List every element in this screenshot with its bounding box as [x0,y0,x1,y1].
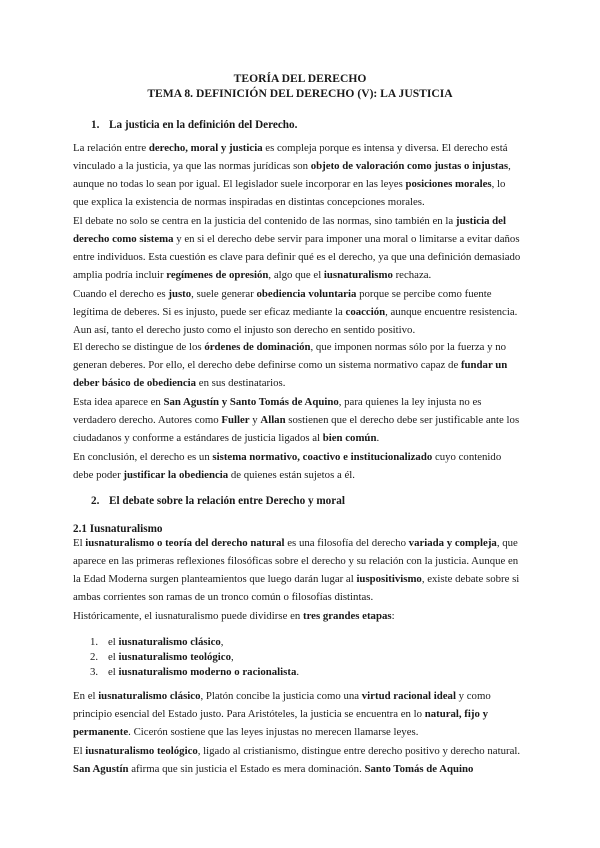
paragraph-4 [73,338,523,392]
paragraph-7 [73,534,523,606]
text-run: rechaza. [392,269,432,281]
bold-term: San Agustín y Santo Tomás de Aquino [163,396,339,408]
text-run: y en si el derecho debe servir para imponer una moral o limitarse a evitar daños entre individuos. Esta cuestión es clave para definir qué es el derecho, ya que una definición demasiado amplia podría incluir [73,233,521,281]
text-run: . Cicerón sostiene que las leyes injustas no merecen llamarse leyes. [128,726,419,738]
bold-term: iusnaturalismo teológico [85,745,198,757]
list-item [90,635,223,649]
text-run: , [220,636,224,648]
subsection-heading: 2.1 Iusnaturalismo [73,523,163,535]
bold-term: justo [168,288,192,300]
bold-term: iuspositivismo [356,573,422,585]
bold-term: órdenes de dominación [204,341,311,353]
text-run: El debate no solo se centra en la justicia del contenido de las normas, sino también en la [73,215,456,227]
bold-term: justicia del derecho como sistema [73,215,506,245]
text-run: En el [73,690,99,702]
text-run: . [296,666,300,678]
document-subtitle: TEMA 8. DEFINICIÓN DEL DERECHO (V): LA JUSTICIA [147,87,453,100]
text-run: en sus destinatarios. [196,377,286,389]
bold-term: iusnaturalismo o teoría del derecho natural [85,537,285,549]
text-run: Cuando el derecho es [73,288,169,300]
paragraph-3 [73,285,523,339]
text-run: el [108,651,119,663]
bold-term: iusnaturalismo clásico [98,690,201,702]
bold-term: coacción [345,306,386,318]
section-2-heading: El debate sobre la relación entre Derecho y moral [109,495,345,507]
text-run: , aunque encuentre resistencia. Aun así, tanto el derecho justo como el injusto son derecho en sentido positivo. [73,306,518,336]
paragraph-9 [73,687,523,741]
text-run: cuyo contenido debe poder [73,451,502,481]
paragraph-5 [73,393,523,447]
text-run: , existe debate sobre si ambas corrientes son ramas de un tronco común o filosofías distintas. [73,573,520,603]
bold-term: sistema normativo, coactivo e institucionalizado [212,451,433,463]
text-run: afirma que sin justicia el Estado es mera dominación. [128,763,365,775]
text-run: , [230,651,234,663]
bold-term: iusnaturalismo teológico [118,651,231,663]
text-run: es compleja porque es intensa y diversa. El derecho está vinculado a la justicia, ya que las normas jurídicas son [73,142,508,172]
text-run: En conclusión, el derecho es un [73,451,213,463]
bold-term: Santo Tomás de Aquino [364,763,474,775]
bold-term: Allan [260,414,286,426]
text-run: : [391,610,395,622]
bold-term: virtud racional ideal [361,690,456,702]
list-number: 1. [90,636,99,648]
text-run: , para quienes la ley injusta no es verdadero derecho. Autores como [73,396,482,426]
text-run: sostienen que el derecho debe ser justificable ante los ciudadanos y conforme a estándares de justicia ligados al [73,414,520,444]
bold-term: justificar la obediencia [123,469,229,481]
text-run: y [249,414,261,426]
list-item [90,650,234,664]
paragraph-2 [73,212,523,284]
bold-term: iusnaturalismo [323,269,393,281]
text-run: , aunque no todas lo sean por igual. El legislador suele incorporar en las leyes [73,160,511,190]
text-run: , que aparece en las primeras reflexiones filosóficas sobre el derecho y su relación con la justicia. Aunque en la Edad Moderna surgen planteamientos que luego darán lugar al [73,537,519,585]
text-run: el [108,666,119,678]
paragraph-6 [73,448,523,484]
bold-term: iusnaturalismo clásico [118,636,221,648]
bold-term: iusnaturalismo moderno o racionalista [118,666,297,678]
text-run: , lo que explica la existencia de normas inspiradas en distintas concepciones morales. [73,178,506,208]
text-run: es una filosofía del derecho [284,537,409,549]
bold-term: San Agustín [73,763,129,775]
text-run: , algo que el [268,269,324,281]
text-run: , ligado al cristianismo, distingue entre derecho positivo y derecho natural. [197,745,521,757]
text-run: La relación entre [73,142,149,154]
text-run: . [376,432,380,444]
text-run: , suele generar [191,288,257,300]
text-run: El derecho se distingue de los [73,341,205,353]
text-run: de quienes están sujetos a él. [228,469,355,481]
paragraph-10 [73,742,523,778]
document-title: TEORÍA DEL DERECHO [233,72,367,85]
bold-term: objeto de valoración como justas o injustas [310,160,509,172]
text-run: y como principio esencial del Estado justo. Para Aristóteles, la justicia se encuentra en lo [73,690,491,720]
list-item [90,665,299,679]
bold-term: derecho, moral y justicia [148,142,263,154]
bold-term: Fuller [221,414,250,426]
text-run: Esta idea aparece en [73,396,164,408]
bold-term: tres grandes etapas [302,610,392,622]
section-1-number: 1. [91,119,100,131]
text-run: Históricamente, el iusnaturalismo puede dividirse en [73,610,303,622]
list-number: 3. [90,666,99,678]
list-number: 2. [90,651,99,663]
section-2-number: 2. [91,495,100,507]
bold-term: natural, fijo y permanente [73,708,488,738]
text-run: porque se percibe como fuente legítima de deberes. Si es injusto, puede ser eficaz mediante la [73,288,492,318]
bold-term: fundar un deber básico de obediencia [73,359,508,389]
text-run: , que imponen normas sólo por la fuerza y no generan deberes. Por ello, el derecho debe definirse como un sistema normativo capaz de [73,341,507,371]
bold-term: regímenes de opresión [166,269,269,281]
bold-term: variada y compleja [408,537,497,549]
paragraph-8 [73,607,523,625]
text-run: El [73,745,86,757]
text-run: , Platón concibe la justicia como una [200,690,362,702]
bold-term: posiciones morales [405,178,492,190]
section-1-heading: La justicia en la definición del Derecho. [109,119,298,131]
bold-term: bien común [322,432,377,444]
paragraph-1 [73,139,523,211]
bold-term: obediencia voluntaria [256,288,357,300]
text-run: el [108,636,119,648]
text-run: El [73,537,86,549]
